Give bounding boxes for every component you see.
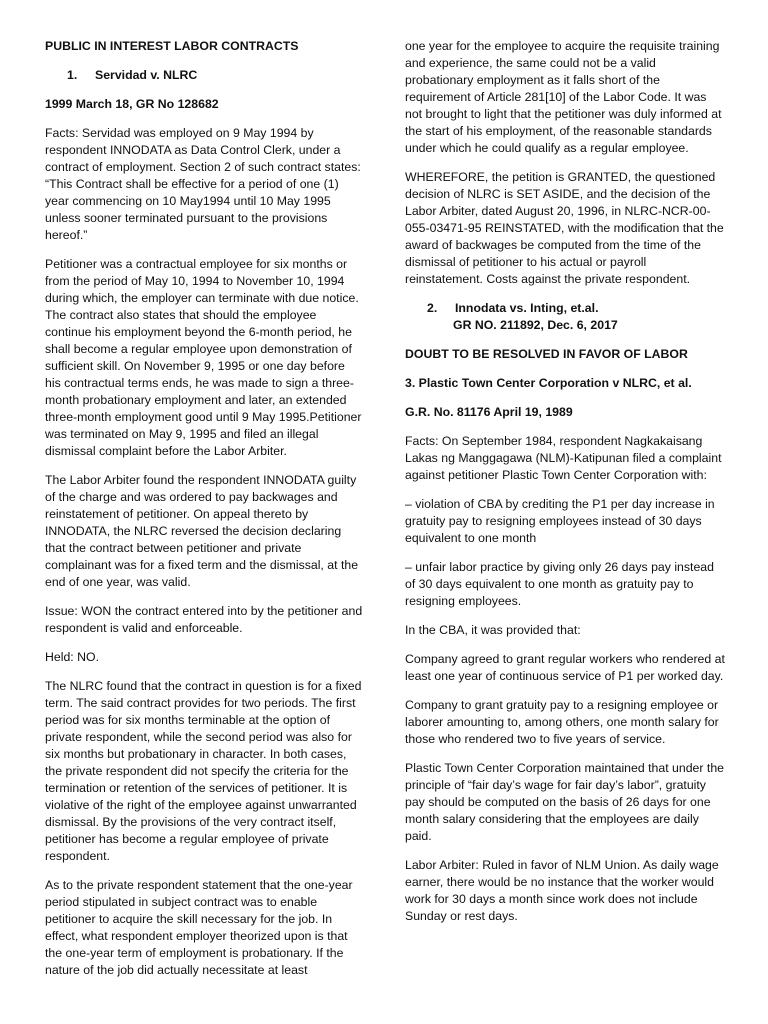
case-gr: G.R. No. 81176 April 19, 1989 [405,405,573,419]
paragraph: The NLRC found that the contract in question is for a fixed term. The said contract provides for two periods. The first period was for six months terminable at the option of private respondent, while the second period was also for six months but probationary in character. In both cases, the private respondent did not specify the criteria for the termination or retention of the services of petitioner. It is violative of the right of the employee against unwarranted dismissal. By the provisions of the very contract itself, petitioner has become a regular employee of private respondent. [45,679,362,863]
right-column [405,38,725,937]
case-number: 2. [427,301,438,315]
paragraph-facts: Facts: Servidad was employed on 9 May 1994 by respondent INNODATA as Data Control Clerk, under a contract of employment. Section 2 of such contract states: “This Contract shall be effective for a period of one (1) year commencing on 10 May1994 until 10 May 1995 unless sooner terminated pursuant to the provisions hereof.” [45,126,361,242]
paragraph: Plastic Town Center Corporation maintained that under the principle of “fair day’s wage for fair day’s labor”, gratuity pay should be computed on the basis of 26 days for one month salary considering that the employees are daily paid. [405,761,724,843]
paragraph: – violation of CBA by crediting the P1 per day increase in gratuity pay to resigning employees instead of 30 days equivalent to one month [405,497,715,545]
paragraph: Company agreed to grant regular workers who rendered at least one year of continuous service of P1 per worked day. [405,652,725,683]
paragraph: – unfair labor practice by giving only 26 days pay instead of 30 days equivalent to one month as gratuity pay to resigning employees. [405,560,714,608]
section-heading: DOUBT TO BE RESOLVED IN FAVOR OF LABOR [405,347,688,361]
case-gr: GR NO. 211892, Dec. 6, 2017 [453,318,618,332]
case-title: Servidad v. NLRC [95,68,198,82]
paragraph: Labor Arbiter: Ruled in favor of NLM Union. As daily wage earner, there would be no instance that the worker would work for 30 days a month since work does not include Sunday or rest days. [405,858,719,923]
paragraph: Petitioner was a contractual employee for six months or from the period of May 10, 1994 to November 10, 1994 during which, the employer can terminate with due notice. The contract also states that should the employee continue his employment beyond the 6-month period, he shall become a regular employee upon demonstration of sufficient skill. On November 9, 1995 or one day before his contractual terms ends, he was made to sign a three-month probationary employment and later, an extended three-month employment good until 9 May 1995.Petitioner was terminated on May 9, 1995 and filed an illegal dismissal complaint before the Labor Arbiter. [45,257,362,458]
paragraph: In the CBA, it was provided that: [405,623,581,637]
paragraph-issue: Issue: WON the contract entered into by the petitioner and respondent is valid and enforceable. [45,604,363,635]
paragraph: As to the private respondent statement that the one-year period stipulated in subject contract was to enable petitioner to acquire the skill necessary for the job. In effect, what respondent employer theorized upon is that the one-year term of employment is probationary. If the nature of the job did actually necessitate at least [45,878,353,977]
paragraph-facts: Facts: On September 1984, respondent Nagkakaisang Lakas ng Manggagawa (NLM)-Katipunan filed a complaint against petitioner Plastic Town Center Corporation with: [405,434,722,482]
paragraph-held: Held: NO. [45,650,99,664]
case-heading [45,67,363,84]
case-date: 1999 March 18, GR No 128682 [45,97,219,111]
section-heading: PUBLIC IN INTEREST LABOR CONTRACTS [45,39,299,53]
left-column [45,38,363,991]
paragraph: Company to grant gratuity pay to a resigning employee or laborer amounting to, among others, one month salary for those who rendered two to five years of service. [405,698,719,746]
paragraph: one year for the employee to acquire the requisite training and experience, the same could not be a valid probationary employment as it falls short of the requirement of Article 281[10] of the Labor Code. It was not brought to light that the petitioner was duly informed at the start of his employment, of the reasonable standards under which he could qualify as a regular employee. [405,39,722,155]
case-number: 1. [67,68,78,82]
case-title: 3. Plastic Town Center Corporation v NLRC, et al. [405,376,692,390]
case-heading [405,300,725,317]
paragraph-wherefore: WHEREFORE, the petition is GRANTED, the questioned decision of NLRC is SET ASIDE, and the decision of the Labor Arbiter, dated August 20, 1996, in NLRC-NCR-00-055-03471-95 REINSTATED, with the modification that the award of backwages be computed from the time of the dismissal of petitioner to his actual or payroll reinstatement. Costs against the private respondent. [405,170,724,286]
case-title: Innodata vs. Inting, et.al. [455,301,599,315]
paragraph: The Labor Arbiter found the respondent INNODATA guilty of the charge and was ordered to pay backwages and reinstatement of petitioner. On appeal thereto by INNODATA, the NLRC reversed the decision declaring that the contract between petitioner and private complainant was for a fixed term and the dismissal, at the end of one year, was valid. [45,473,359,589]
